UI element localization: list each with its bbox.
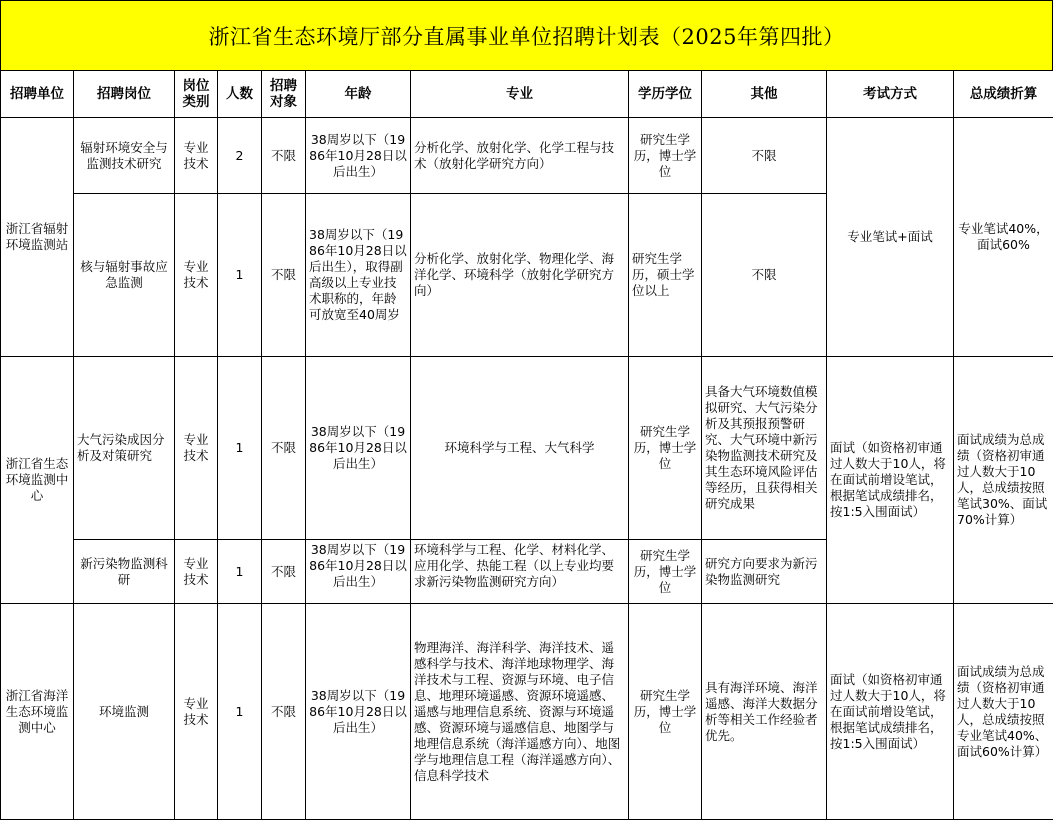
major-cell: [411, 540, 629, 604]
table-row: [1, 604, 1053, 820]
major-cell: 分析化学、放射化学、物理化学、海洋化学、环境科学（放射化学研究方向）: [411, 194, 629, 357]
age-cell: 38周岁以下（1986年10月28日以后出生）: [306, 357, 411, 540]
header-other: 其他: [702, 71, 827, 118]
header-target: 招聘对象: [262, 71, 306, 118]
major-cell: 分析化学、放射化学、化学工程与技术（放射化学研究方向）: [411, 118, 629, 194]
other-cell: 研究方向要求为新污染物监测研究: [702, 540, 827, 604]
category-cell: 专业技术: [175, 118, 218, 194]
unit-cell: 浙江省生态环境监测中心: [1, 357, 74, 604]
other-cell: 具有海洋环境、海洋遥感、海洋大数据分析等相关工作经验者优先。: [702, 604, 827, 820]
target-cell: 不限: [262, 357, 306, 540]
position-cell: 环境监测: [74, 604, 175, 820]
target-cell: 不限: [262, 604, 306, 820]
position-cell: 核与辐射事故应急监测: [74, 194, 175, 357]
unit-cell: 浙江省海洋生态环境监测中心: [1, 604, 74, 820]
header-education: 学历学位: [629, 71, 702, 118]
education-cell: 研究生学历，博士学位: [629, 540, 702, 604]
category-cell: 专业技术: [175, 540, 218, 604]
count-cell: 1: [218, 604, 262, 820]
recruitment-table: [0, 70, 1053, 820]
count-cell: 1: [218, 194, 262, 357]
header-exam: 考试方式: [827, 71, 954, 118]
count-cell: 1: [218, 357, 262, 540]
exam-cell: 面试（如资格初审通过人数大于10人，将在面试前增设笔试，根据笔试成绩排名，按1:5入围面试）: [827, 604, 954, 820]
header-position: 招聘岗位: [74, 71, 175, 118]
header-category: 岗位类别: [175, 71, 218, 118]
category-cell: 专业技术: [175, 194, 218, 357]
age-cell: [306, 540, 411, 604]
category-cell: 专业技术: [175, 357, 218, 540]
education-cell: 研究生学历，硕士学位以上: [629, 194, 702, 357]
score-cell: 面试成绩为总成绩（资格初审通过人数大于10人，总成绩按照笔试30%、面试70%计算）: [954, 357, 1053, 604]
page-title: 浙江省生态环境厅部分直属事业单位招聘计划表（2025年第四批）: [0, 0, 1053, 70]
position-cell: 新污染物监测科研: [74, 540, 175, 604]
score-cell: 专业笔试40%，面试60%: [954, 118, 1053, 357]
header-major: 专业: [411, 71, 629, 118]
major-cell: 环境科学与工程、大气科学: [411, 357, 629, 540]
header-age: 年龄: [306, 71, 411, 118]
target-cell: 不限: [262, 194, 306, 357]
target-cell: 不限: [262, 540, 306, 604]
header-score: 总成绩折算: [954, 71, 1053, 118]
position-cell: 大气污染成因分析及对策研究: [74, 357, 175, 540]
score-cell: 面试成绩为总成绩（资格初审通过人数大于10人，总成绩按照专业笔试40%、面试60%计算）: [954, 604, 1053, 820]
other-cell: 不限: [702, 118, 827, 194]
unit-cell: 浙江省辐射环境监测站: [1, 118, 74, 357]
other-cell: 具备大气环境数值模拟研究、大气污染分析及其预报预警研究、大气环境中新污染物监测技术研究及其生态环境风险评估等经历，且获得相关研究成果: [702, 357, 827, 540]
major-cell: 物理海洋、海洋科学、海洋技术、遥感科学与技术、海洋地球物理学、海洋技术与工程、资源与环境、电子信息、地理环境遥感、资源环境遥感、遥感与地理信息系统、资源与环境遥感、资源环境与遥感信息、地图学与地理信息系统（海洋遥感方向）、地图学与地理信息工程（海洋遥感方向）、信息科学技术: [411, 604, 629, 820]
other-cell: 不限: [702, 194, 827, 357]
table-row: [1, 118, 1053, 194]
category-cell: 专业技术: [175, 604, 218, 820]
age-cell: 38周岁以下（1986年10月28日以后出生）: [306, 604, 411, 820]
table-row: [1, 357, 1053, 540]
header-unit: 招聘单位: [1, 71, 74, 118]
education-cell: 研究生学历，博士学位: [629, 118, 702, 194]
education-cell: 研究生学历，博士学位: [629, 604, 702, 820]
count-cell: 2: [218, 118, 262, 194]
position-cell: 辐射环境安全与监测技术研究: [74, 118, 175, 194]
header-count: 人数: [218, 71, 262, 118]
target-cell: 不限: [262, 118, 306, 194]
header-row: [1, 71, 1053, 118]
age-cell: 38周岁以下（1986年10月28日以后出生），取得副高级以上专业技术职称的，年龄可放宽至40周岁: [306, 194, 411, 357]
count-cell: 1: [218, 540, 262, 604]
age-text: 38周岁以下（1986年10月28日以后出生）: [309, 542, 407, 602]
age-cell: 38周岁以下（1986年10月28日以后出生）: [306, 118, 411, 194]
education-cell: 研究生学历，博士学位: [629, 357, 702, 540]
exam-cell: 专业笔试+面试: [827, 118, 954, 357]
major-text: 环境科学与工程、化学、材料化学、应用化学、热能工程（以上专业均要求新污染物监测研究方向）: [414, 542, 625, 602]
exam-cell: 面试（如资格初审通过人数大于10人，将在面试前增设笔试，根据笔试成绩排名，按1:5入围面试）: [827, 357, 954, 604]
